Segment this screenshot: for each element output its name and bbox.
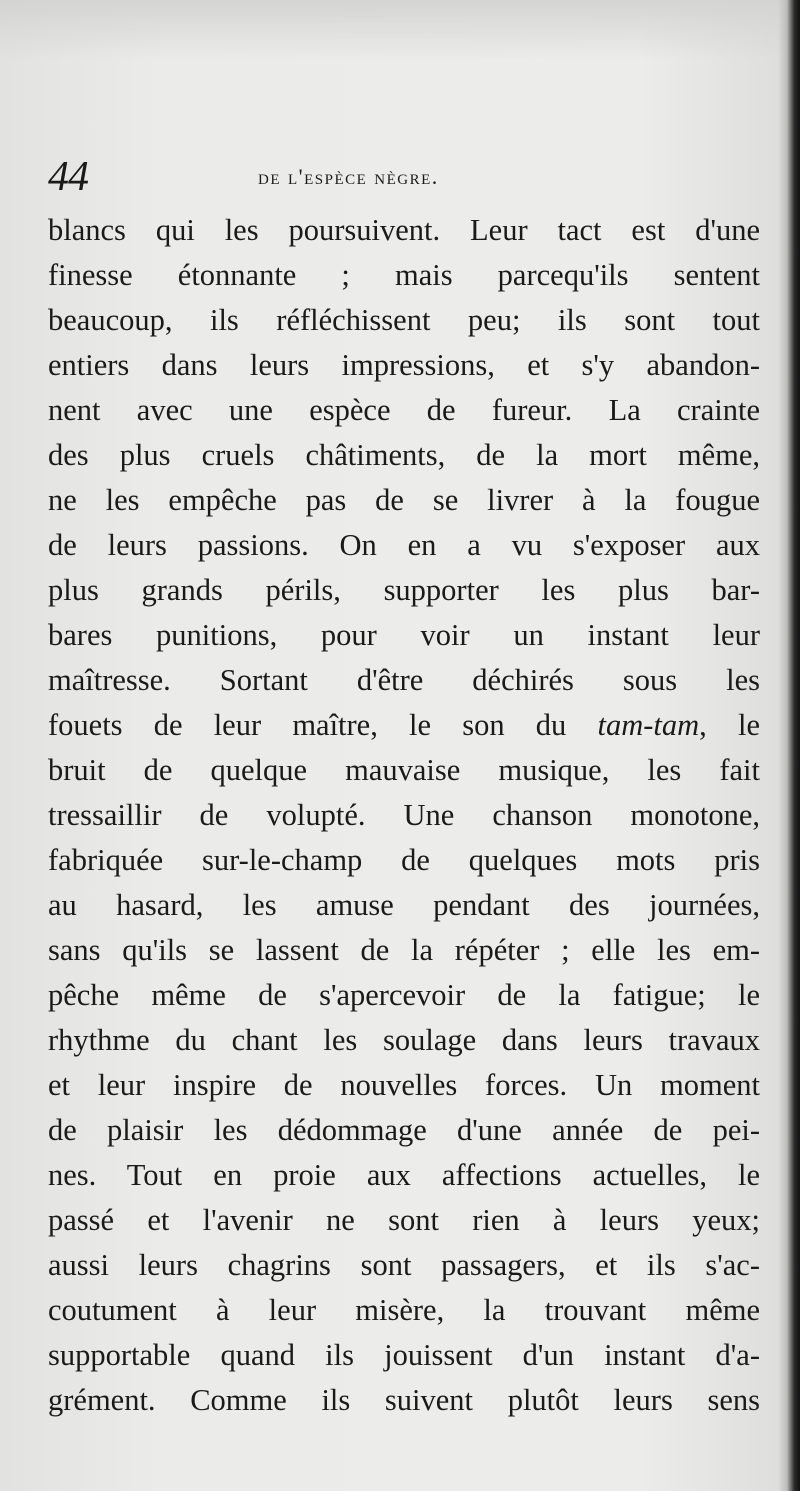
text-line: de leurs passions. On en a vu s'exposer aux xyxy=(48,528,760,562)
text-line: fabriquée sur-le-champ de quelques mots pris xyxy=(48,843,760,877)
text-line: sans qu'ils se lassent de la répéter ; elle les em- xyxy=(48,933,760,967)
text-line: passé et l'avenir ne sont rien à leurs yeux; xyxy=(48,1203,760,1237)
text-line: de plaisir les dédommage d'une année de pei- xyxy=(48,1113,760,1147)
page-shadow-top xyxy=(0,0,800,60)
text-line: bares punitions, pour voir un instant leur xyxy=(48,618,760,652)
text-line: rhythme du chant les soulage dans leurs travaux xyxy=(48,1023,760,1057)
text-line: plus grands périls, supporter les plus bar- xyxy=(48,573,760,607)
text-line: supportable quand ils jouissent d'un instant d'a- xyxy=(48,1338,760,1372)
text-line: ne les empêche pas de se livrer à la fougue xyxy=(48,483,760,517)
page-header xyxy=(48,152,758,202)
text-line: coutument à leur misère, la trouvant même xyxy=(48,1293,760,1327)
text-line: bruit de quelque mauvaise musique, les fait xyxy=(48,753,760,787)
text-line: nes. Tout en proie aux affections actuelles, le xyxy=(48,1158,760,1192)
running-head: de l'espèce nègre. xyxy=(258,164,439,189)
text-line: finesse étonnante ; mais parcequ'ils sentent xyxy=(48,258,760,292)
text-line: au hasard, les amuse pendant des journées, xyxy=(48,888,760,922)
page-gutter-shadow xyxy=(778,0,800,1491)
text-line: des plus cruels châtiments, de la mort même, xyxy=(48,438,760,472)
text-line: tressaillir de volupté. Une chanson monotone, xyxy=(48,798,760,832)
text-line: pêche même de s'apercevoir de la fatigue; le xyxy=(48,978,760,1012)
page-number: 44 xyxy=(48,154,88,200)
body-text xyxy=(48,208,760,1423)
italic-term: tam-tam xyxy=(597,708,700,742)
text-line: entiers dans leurs impressions, et s'y abandon- xyxy=(48,348,760,382)
text-line: fouets de leur maître, le son du tam-tam, le xyxy=(48,708,760,742)
text-line: et leur inspire de nouvelles forces. Un moment xyxy=(48,1068,760,1102)
text-line: maîtresse. Sortant d'être déchirés sous les xyxy=(48,663,760,697)
text-line: blancs qui les poursuivent. Leur tact est d'une xyxy=(48,213,760,247)
text-line: beaucoup, ils réfléchissent peu; ils sont tout xyxy=(48,303,760,337)
text-line: aussi leurs chagrins sont passagers, et ils s'ac- xyxy=(48,1248,760,1282)
text-line: grément. Comme ils suivent plutôt leurs sens xyxy=(48,1383,760,1417)
text-line: nent avec une espèce de fureur. La crainte xyxy=(48,393,760,427)
